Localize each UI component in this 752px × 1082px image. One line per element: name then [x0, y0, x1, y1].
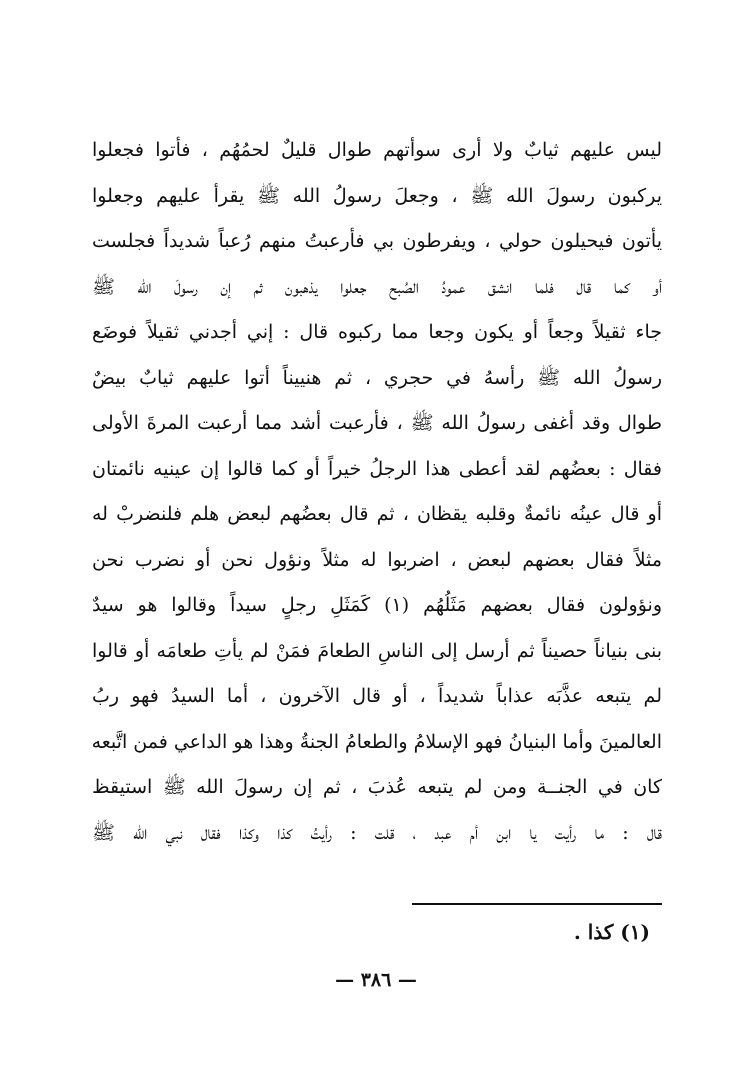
text-line-13: لم يتبعه عذَّبَه عذاباً شديداً ، أو قال الآخرون ، أما السيدُ فهو ربُ — [92, 685, 662, 707]
text-line-8: فقال : بعضُهم لقد أعطى هذا الرجلُ خيراً أو كما قالوا إن عينيه نائمتان — [92, 457, 662, 480]
text-line-2: يركبون رسولَ الله ﷺ ، وجعلَ رسولُ الله ﷺ يقرأ عليهم وجعلوا — [92, 184, 662, 207]
text-line-3: يأتون فيحيلون حولي ، ويفرطون بي فأرعبتُ منهم رُعباً شديداً فجلست — [92, 230, 662, 252]
text-line-6: رسولُ الله ﷺ رأسهُ في حجري ، ثم هنييناً أتوا عليهم ثيابٌ بيضٌ — [92, 366, 662, 389]
text-line-1: ليس عليهم ثيابٌ ولا أرى سوأتهم طوال قليلٌ لحمُهُم ، فأتوا فجعلوا — [92, 139, 662, 161]
text-line-9: أو قال عينُه نائمةٌ وقلبه يقظان ، ثم قال بعضُهم لبعض هلم فلنضربْ له — [92, 503, 662, 525]
text-line-16: قال : ما رأيت يا ابن أم عبد ، قلت : رأيتُ كذا وكذا فقال نبي الله ﷺ — [92, 821, 662, 844]
text-line-4: أو كما قال فلما انشق عمودُ الصُبح جعلوا يذهبون ثم إن رسولَ الله ﷺ — [92, 275, 662, 298]
text-line-11: ونؤولون فقال بعضهم مَثَلُهُم (١) كَمَثَلِ رجلٍ سيداً وقالوا هو سيدٌ — [92, 594, 662, 616]
footnote-separator — [412, 903, 662, 905]
text-line-15: كان في الجنــة ومن لم يتبعه عُذبَ ، ثم إن رسولَ الله ﷺ استيقظ — [92, 776, 662, 798]
text-line-14: العالمينَ وأما البنيانُ فهو الإسلامُ والطعامُ الجنةُ وهذا هو الداعي فمن اتَّبعه — [92, 730, 662, 753]
text-line-10: مثلاً فقال بعضهم لبعض ، اضربوا له مثلاً ونؤول نحن أو نضرب نحن — [92, 548, 662, 571]
text-line-7: طوال وقد أغفى رسولُ الله ﷺ ، فأرعبت أشد مما أرعبت المرةَ الأولى — [92, 412, 662, 434]
footnote: (١) كذا . — [573, 920, 650, 944]
text-line-12: بنى بنياناً حصيناً ثم أرسل إلى الناسِ الطعامَ فمَنْ لم يأتِ طعامَه أو قالوا — [92, 639, 662, 662]
page-number: — ٣٨٦ — — [335, 969, 417, 991]
text-line-5: جاء ثقيلاً وجعاً أو يكون وجعا مما ركبوه قال : إني أجدني ثقيلاً فوضَع — [92, 321, 662, 343]
body-text — [92, 128, 662, 856]
